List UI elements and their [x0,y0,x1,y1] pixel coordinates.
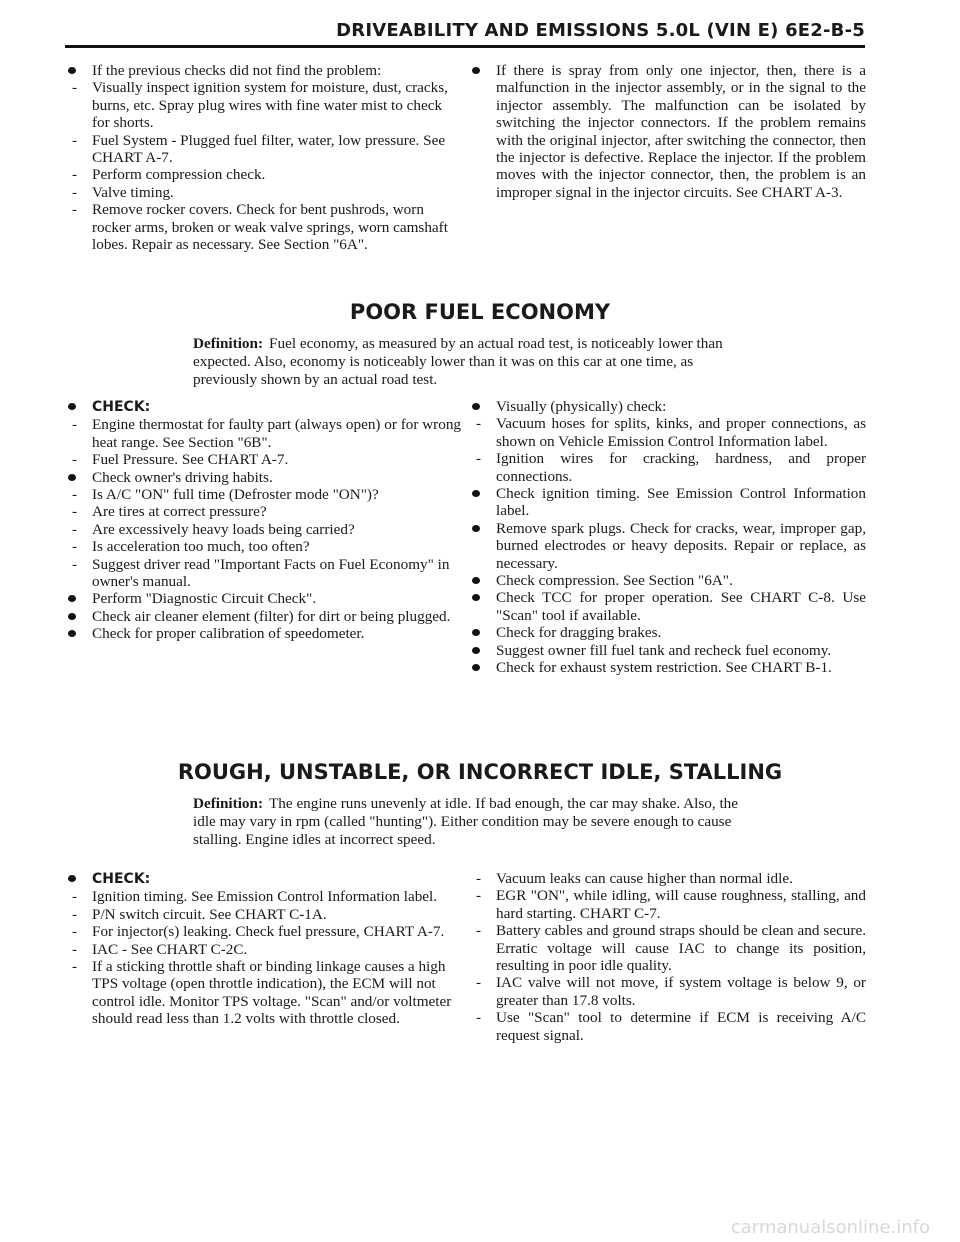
bullet-icon [68,67,76,74]
rough-idle-right-column [466,870,866,1044]
item-text: Suggest driver read "Important Facts on Fuel Economy" in owner's manual. [92,555,450,591]
dash-item [62,132,462,167]
dash-item [466,1009,866,1044]
dash-item [62,184,462,201]
item-text: Visually (physically) check: [496,398,667,415]
dash-item [466,974,866,1009]
item-text: Battery cables and ground straps should be clean and secure. Erratic voltage will cause IAC to change its position, resulting in poor idle quality. [496,922,866,975]
item-text: Fuel System - Plugged fuel filter, water, low pressure. See CHART A-7. [92,131,446,167]
item-text: Check ignition timing. See Emission Control Information label. [496,485,866,520]
item-text: Remove rocker covers. Check for bent pushrods, worn rocker arms, broken or weak valve springs, worn camshaft lobes. Repair as necessary. See Section "6A". [92,201,448,254]
bullet-item [466,624,866,641]
poor-fuel-definition [193,335,758,389]
bullet-item [62,469,462,486]
bullet-item [62,625,462,642]
bullet-icon [68,403,76,410]
definition-label: Definition: [193,335,264,352]
item-text: Engine thermostat for faulty part (always open) or for wrong heat range. See Section "6B". [92,416,462,451]
item-text: CHECK: [92,871,151,887]
bullet-icon [472,525,480,532]
dash-item [62,201,462,253]
item-text: Is A/C "ON" full time (Defroster mode "ON")? [92,486,379,504]
bullet-item [62,590,462,607]
item-text: If a sticking throttle shaft or binding linkage causes a high TPS voltage (open throttle indication), the ECM will not control idle. Monitor TPS voltage. "Scan" and/or voltmeter should read less than 1.2 volts with throttle closed. [92,958,452,1028]
dash-item [62,503,462,520]
item-text: Ignition wires for cracking, hardness, and proper connections. [496,450,866,485]
item-text: Use "Scan" tool to determine if ECM is receiving A/C request signal. [496,1009,866,1044]
item-text: Check TCC for proper operation. See CHART C-8. Use "Scan" tool if available. [496,589,866,624]
section-title-rough-idle: ROUGH, UNSTABLE, OR INCORRECT IDLE, STALLING [177,760,783,784]
bullet-icon [472,629,480,636]
item-text: Check air cleaner element (filter) for dirt or being plugged. [92,607,451,625]
bullet-icon [68,595,76,602]
bullet-icon [68,875,76,882]
section-title-poor-fuel-economy: POOR FUEL ECONOMY [349,300,611,324]
item-text: Vacuum leaks can cause higher than normal idle. [496,870,793,887]
bullet-icon [68,613,76,620]
poor-fuel-right-column [466,398,866,677]
bullet-item [466,398,866,415]
rough-idle-left-column [62,870,462,1028]
item-text: Vacuum hoses for splits, kinks, and proper connections, as shown on Vehicle Emission Control Information label. [496,415,866,450]
footer-watermark: carmanualsonline.info [730,1217,930,1238]
bullet-item [62,870,462,888]
item-text: EGR "ON", while idling, will cause roughness, stalling, and hard starting. CHART C-7. [496,887,866,922]
bullet-item [62,62,462,79]
item-text: Perform compression check. [92,166,266,184]
dash-item [62,416,462,451]
bullet-icon [472,664,480,671]
dash-item [62,166,462,183]
item-text: Check for dragging brakes. [496,624,662,642]
bullet-item [466,485,866,520]
dash-item [62,79,462,131]
bullet-item [62,608,462,625]
dash-item [62,486,462,503]
dash-item [62,521,462,538]
dash-item [466,922,866,974]
top-right-column [466,62,866,201]
dash-item [62,556,462,591]
item-text: IAC valve will not move, if system voltage is below 9, or greater than 17.8 volts. [496,974,866,1009]
item-text: Are tires at correct pressure? [92,503,267,521]
bullet-item [466,520,866,572]
dash-item [466,870,866,887]
item-text: Check for exhaust system restriction. See CHART B-1. [496,659,832,677]
top-left-column [62,62,462,253]
item-text: Is acceleration too much, too often? [92,538,310,556]
dash-item [62,941,462,958]
bullet-icon [472,490,480,497]
item-text: Check compression. See Section "6A". [496,572,733,590]
dash-item [62,451,462,468]
bullet-icon [472,67,480,74]
bullet-icon [472,577,480,584]
item-text: Suggest owner fill fuel tank and recheck fuel economy. [496,641,832,659]
item-text: CHECK: [92,399,151,415]
bullet-item [466,589,866,624]
item-text: Perform "Diagnostic Circuit Check". [92,590,317,608]
item-text: Remove spark plugs. Check for cracks, wear, improper gap, burned electrodes or heavy deposits. Repair or replace, as necessary. [496,519,866,572]
bullet-icon [68,630,76,637]
dash-item [466,415,866,450]
page-header [0,18,960,48]
dash-item [62,923,462,940]
dash-item [62,958,462,1028]
item-text: Fuel Pressure. See CHART A-7. [92,451,289,469]
bullet-item [466,659,866,676]
header-title: DRIVEABILITY AND EMISSIONS 5.0L (VIN E) 6E2-B-5 [336,20,865,41]
bullet-icon [68,474,76,481]
dash-item [62,888,462,905]
item-text: If the previous checks did not find the problem: [92,62,382,79]
dash-item [466,450,866,485]
bullet-item [62,398,462,416]
bullet-item [466,572,866,589]
poor-fuel-left-column [62,398,462,643]
item-text: Ignition timing. See Emission Control Information label. [92,888,438,906]
dash-item [62,906,462,923]
item-text: Visually inspect ignition system for moisture, dust, cracks, burns, etc. Spray plug wires with fine water mist to check for shorts. [92,79,448,132]
item-text: IAC - See CHART C-2C. [92,940,248,958]
bullet-icon [472,647,480,654]
item-text: Check for proper calibration of speedometer. [92,625,365,643]
header-rule [65,45,865,48]
definition-text: The engine runs unevenly at idle. If bad enough, the car may shake. Also, the idle may vary in rpm (called "hunting"). Either condition may be severe enough to cause stalling. Engine idles at incorrect speed. [193,795,739,848]
item-text: Are excessively heavy loads being carried? [92,520,355,538]
dash-item [62,538,462,555]
dash-item [466,887,866,922]
item-text: If there is spray from only one injector, then, there is a malfunction in the injector assembly, or in the signal to the injector assembly. The malfunction can be isolated by switching the injector connectors. If the problem remains with the original injector, after switching the connector, then the injector is defective. Replace the injector. If the problem moves with the injector connector, then, the problem is an improper signal in the injector circuits. See CHART A-3. [496,62,866,201]
bullet-item [466,642,866,659]
item-text: For injector(s) leaking. Check fuel pressure, CHART A-7. [92,923,445,941]
bullet-icon [472,594,480,601]
item-text: P/N switch circuit. See CHART C-1A. [92,905,327,923]
item-text: Check owner's driving habits. [92,468,273,486]
definition-label: Definition: [193,795,264,812]
rough-idle-definition [193,795,753,849]
item-text: Valve timing. [92,183,174,201]
definition-text: Fuel economy, as measured by an actual road test, is noticeably lower than expected. Also, economy is noticeably lower than it was on this car at one time, as previously shown by an actual road test. [193,335,723,388]
bullet-icon [472,403,480,410]
bullet-item [466,62,866,201]
